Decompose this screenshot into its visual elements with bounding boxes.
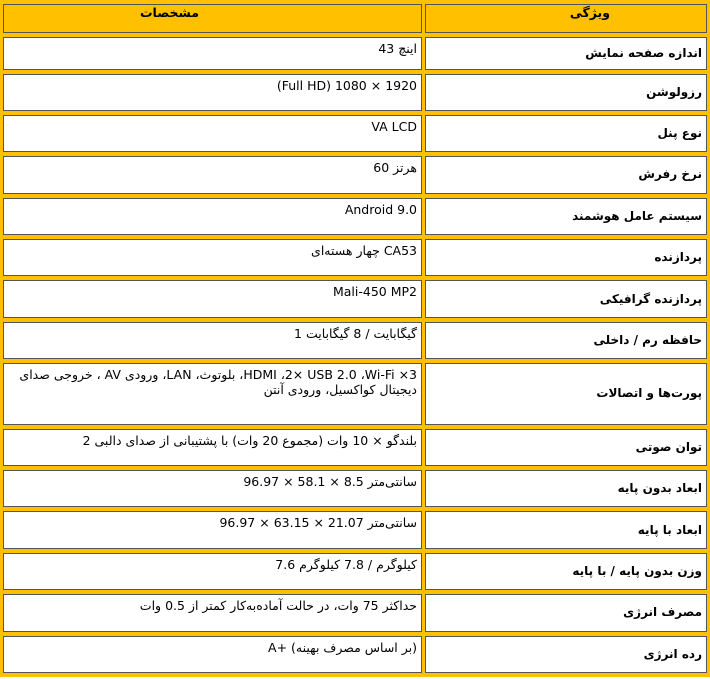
feature-cell: توان صوتی <box>425 429 707 466</box>
table-row <box>3 37 707 70</box>
header-feature: ویژگی <box>425 4 707 33</box>
feature-cell: پردازنده <box>425 239 707 276</box>
feature-cell: پردازنده گرافیکی <box>425 280 707 317</box>
table-row <box>3 636 707 673</box>
header-specification: مشخصات <box>3 4 422 33</box>
table-row <box>3 156 707 193</box>
value-cell: Mali-450 MP2 <box>3 280 422 317</box>
table-row <box>3 594 707 631</box>
value-cell: سانتی‌متر 21.07 × 63.15 × 96.97 <box>3 511 422 548</box>
table-row <box>3 511 707 548</box>
table-row <box>3 74 707 111</box>
feature-cell: مصرف انرژی <box>425 594 707 631</box>
feature-cell: رده انرژی <box>425 636 707 673</box>
value-cell: سانتی‌متر 8.5 × 58.1 × 96.97 <box>3 470 422 507</box>
table-row <box>3 198 707 235</box>
value-cell: کیلوگرم / 7.8 کیلوگرم 7.6 <box>3 553 422 590</box>
table-row <box>3 322 707 359</box>
feature-cell: ابعاد بدون پایه <box>425 470 707 507</box>
feature-cell: رزولوشن <box>425 74 707 111</box>
table-header-row <box>3 4 707 33</box>
value-cell: 3× HDMI ،2× USB 2.0 ،Wi-Fi، بلوتوث، LAN، ورودی AV ، خروجی صدای دیجیتال کواکسیل، ورودی آنتن <box>3 363 422 425</box>
value-cell: بلندگو × 10 وات (مجموع 20 وات) با پشتیبانی از صدای دالبی 2 <box>3 429 422 466</box>
spec-table-body <box>3 4 707 673</box>
value-cell: VA LCD <box>3 115 422 152</box>
value-cell: اینچ 43 <box>3 37 422 70</box>
table-row <box>3 115 707 152</box>
value-cell: 1920 × 1080 (Full HD) <box>3 74 422 111</box>
value-cell: CA53 چهار هسته‌ای <box>3 239 422 276</box>
feature-cell: اندازه صفحه نمایش <box>425 37 707 70</box>
table-row <box>3 239 707 276</box>
feature-cell: حافظه رم / داخلی <box>425 322 707 359</box>
table-row <box>3 280 707 317</box>
value-cell: Android 9.0 <box>3 198 422 235</box>
feature-cell: سیستم عامل هوشمند <box>425 198 707 235</box>
feature-cell: نرخ رفرش <box>425 156 707 193</box>
value-cell: (بر اساس مصرف بهینه) +A <box>3 636 422 673</box>
feature-cell: وزن بدون پایه / با پایه <box>425 553 707 590</box>
table-row <box>3 470 707 507</box>
value-cell: هرتز 60 <box>3 156 422 193</box>
table-row <box>3 363 707 425</box>
feature-cell: نوع پنل <box>425 115 707 152</box>
value-cell: گیگابایت / 8 گیگابایت 1 <box>3 322 422 359</box>
feature-cell: ابعاد با پایه <box>425 511 707 548</box>
feature-cell: پورت‌ها و اتصالات <box>425 363 707 425</box>
table-row <box>3 553 707 590</box>
table-row <box>3 429 707 466</box>
value-cell: حداکثر 75 وات، در حالت آماده‌به‌کار کمتر از 0.5 وات <box>3 594 422 631</box>
